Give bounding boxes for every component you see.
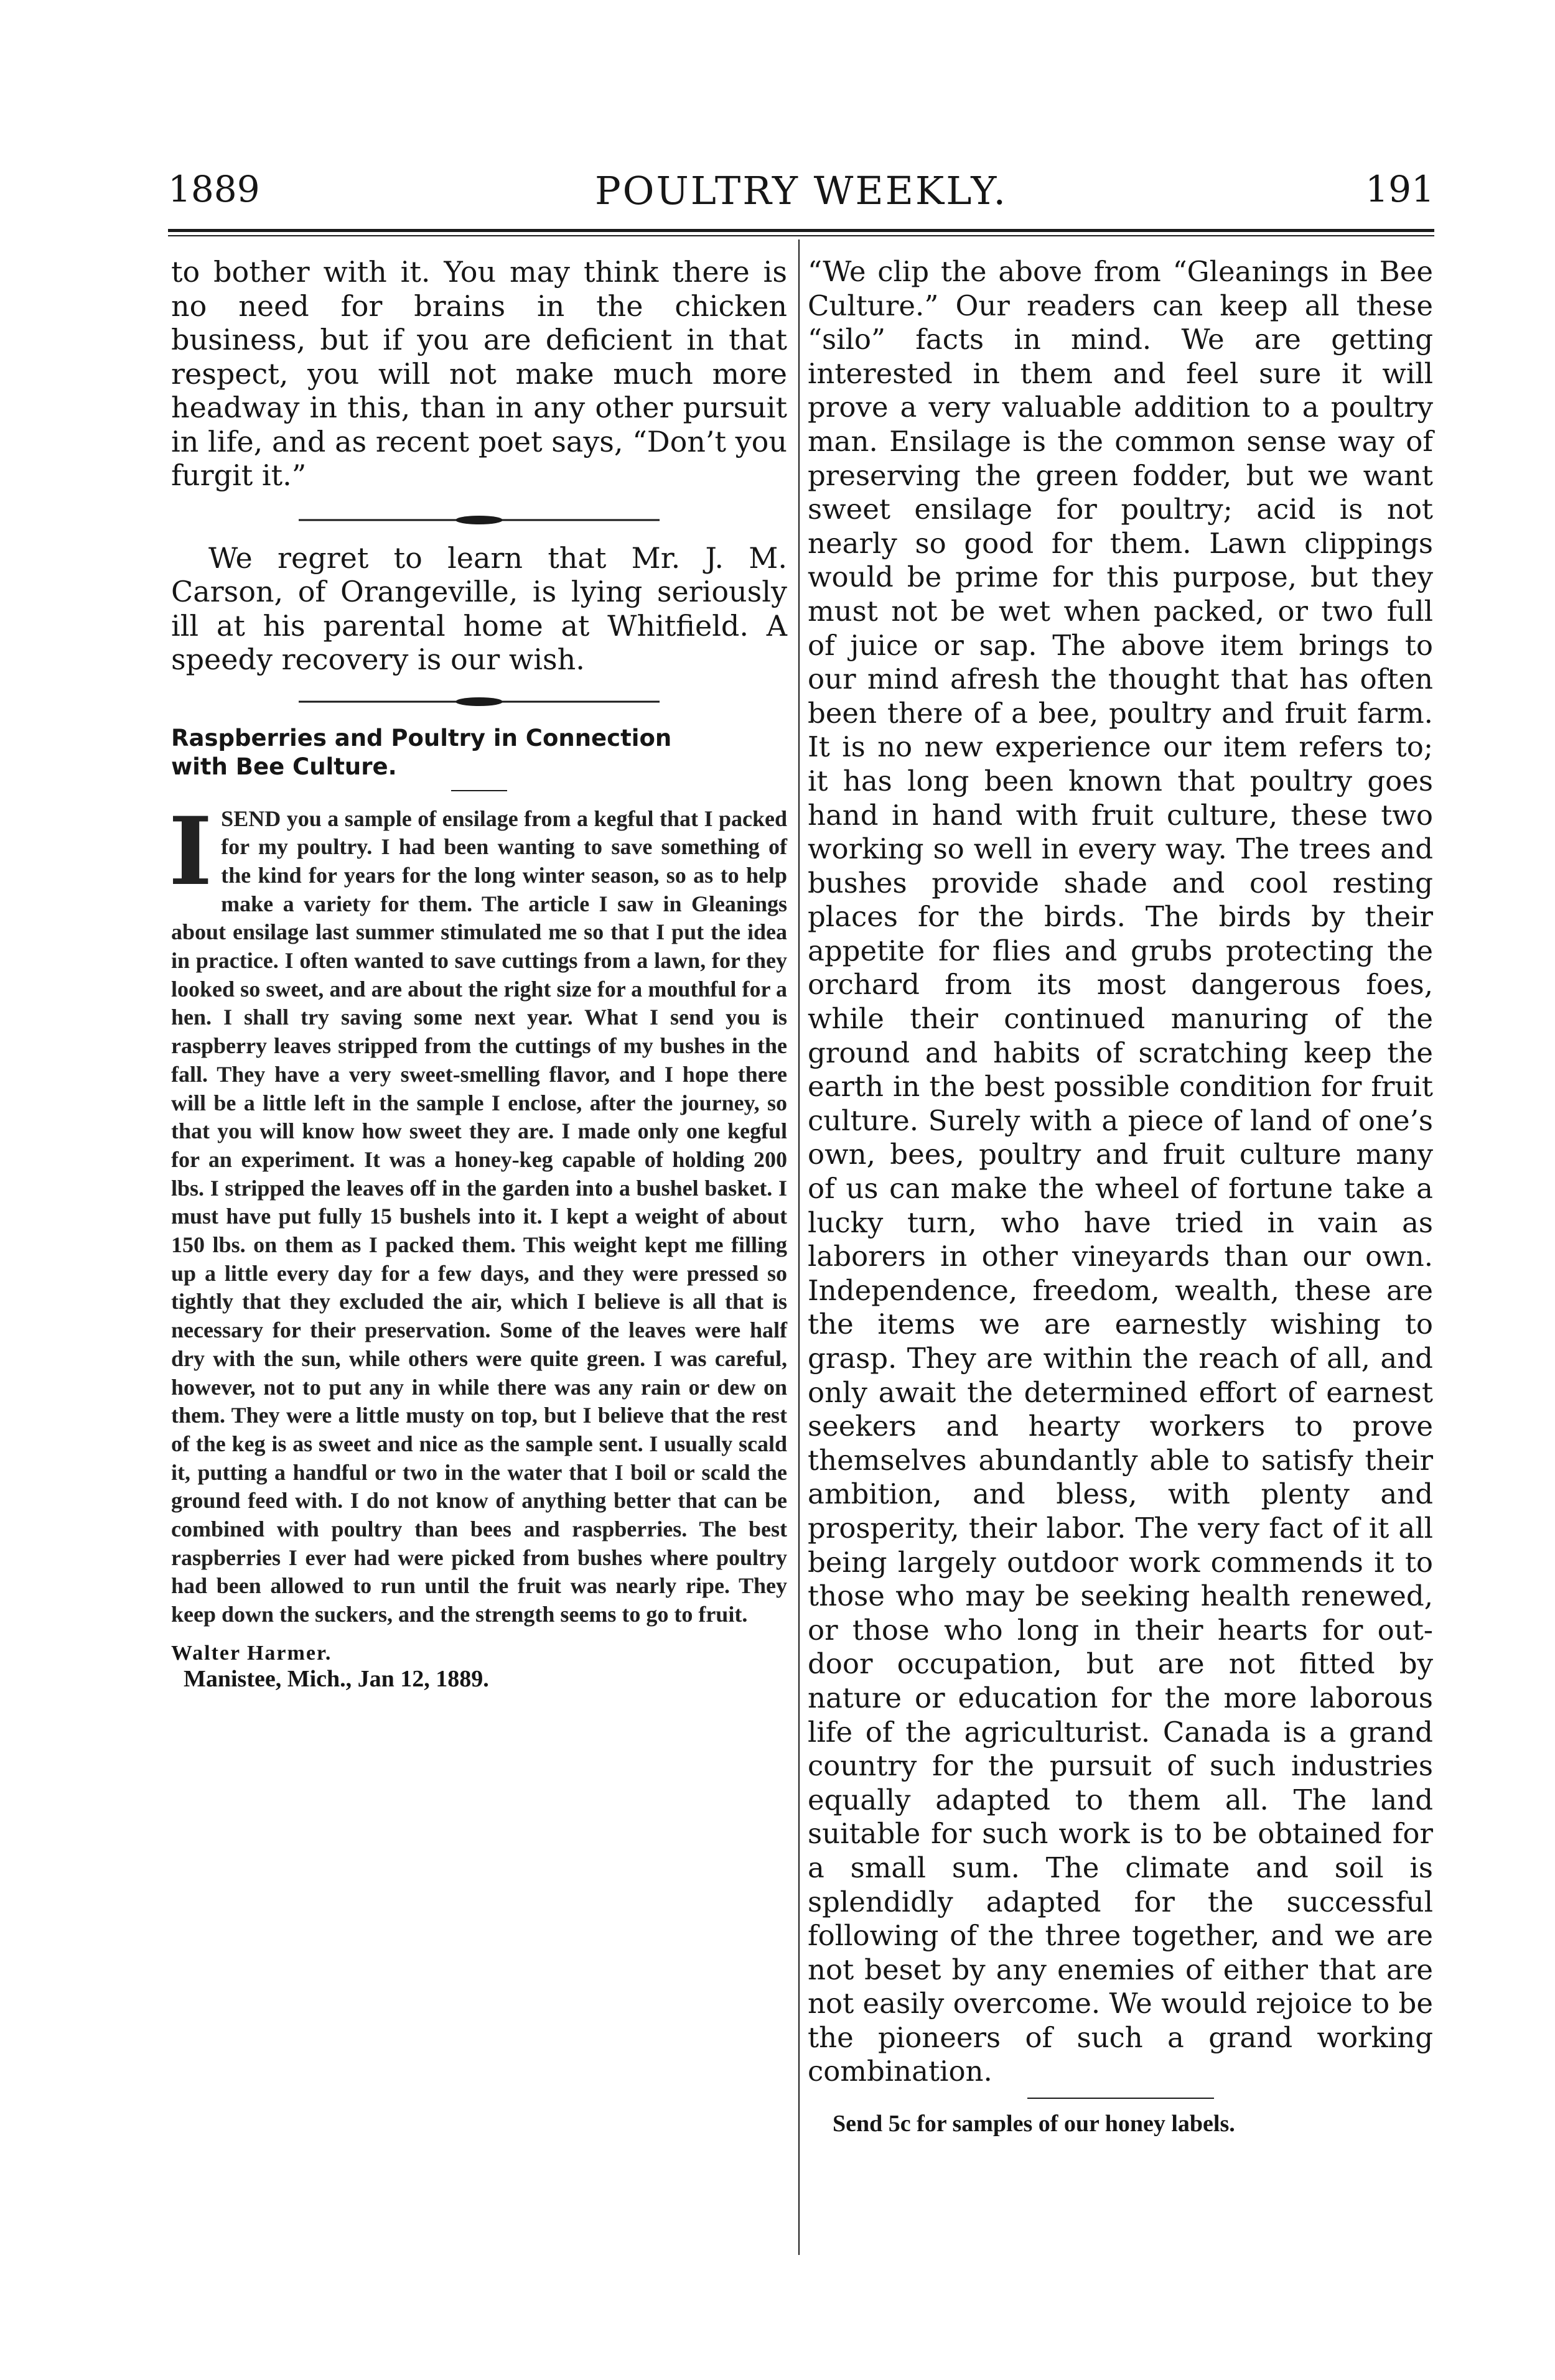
- divider-ornament: [299, 508, 660, 532]
- letter-dateline: Manistee, Mich., Jan 12, 1889.: [184, 1665, 489, 1692]
- honey-label-advert: Send 5c for samples of our honey labels.: [833, 2111, 1235, 2137]
- editorial-comment: “We clip the above from “Gleanings in Bee Culture.” Our readers can keep all these “silo” facts in mind. We are getting interested in them and feel sure it will prove a very valuable addition to a poultry man. Ensilage is the common sense way of preserving the green fodder, but we want sweet ensilage for poultry; acid is not nearly so good for them. Lawn clippings would be prime for this purpose, but they must not be wet when packed, or two full of juice or sap. The above item brings to our mind afresh the thought that has often been there of a bee, poultry and fruit farm. It is no new experience our item refers to; it has long been known that poultry goes hand in hand with fruit culture, these two working so well in every way. The trees and bushes provide shade and cool resting places for the birds. The birds by their appetite for flies and grubs protecting the orchard from its most dangerous foes, while their continued manuring of the ground and habits of scratching keep the earth in the best possible condition for fruit culture. Surely with a piece of land of one’s own, bees, poultry and fruit culture many of us can make the wheel of fortune take a lucky turn, who have tried in vain as laborers in other vineyards than our own. Independence, freedom, wealth, these are the items we are earnestly wishing to grasp. They are within the reach of all, and only await the determined effort of earnest seekers and hearty workers to prove themselves abundantly able to satisfy their ambition, and bless, with plenty and prosperity, their labor. The very fact of it all being largely outdoor work commends it to those who may be seeking health renewed, or those who long in their hearts for out-door occupation, but are not fitted by nature or education for the more laborous life of the agriculturist. Canada is a grand country for the pursuit of such industries equally adapted to them all. The land suitable for such work is to be obtained for a small sum. The climate and soil is splendidly adapted for the successful following of the three together, and we are not beset by any enemies of either that are not easily overcome. We would rejoice to be the pioneers of such a grand working combination.: [808, 255, 1433, 2088]
- intro-paragraph: to bother with it. You may think there is no need for brains in the chicken business, but if you are deficient in that respect, you will not make much more headway in this, than in any other pursuit in life, and as recent poet says, “Don’t you furgit it.”: [171, 255, 787, 492]
- right-column: [808, 255, 1433, 2137]
- page-number: 191: [1365, 168, 1434, 210]
- letter-text: SEND you a sample of ensilage from a kegful that I packed for my poultry. I had been wanting to save something of the kind for years for the long winter season, so as to help make a variety for them. The article I saw in Gleanings about ensilage last summer stimulated me so that I put the idea in practice. I often wanted to save cuttings from a lawn, for they looked so sweet, and are about the right size for a mouthful for a hen. I shall try saving some next year. What I send you is raspberry leaves stripped from the cuttings of my bushes in the fall. They have a very sweet-smelling flavor, and I hope there will be a little left in the sample I enclose, after the journey, so that you will know how sweet they are. I made only one kegful for an experiment. It was a honey-keg capable of holding 200 lbs. I stripped the leaves off in the garden into a bushel basket. I must have put fully 15 bushels into it. I kept a weight of about 150 lbs. on them as I packed them. This weight kept me filling up a little every day for a few days, and they were pressed so tightly that they excluded the air, which I believe is all that is necessary for their preservation. Some of the leaves were half dry with the sun, while others were quite green. I was careful, however, not to put any in while there was any rain or dew on them. They were a little musty on top, but I believe that the rest of the keg is as sweet and nice as the sample sent. I usually scald it, putting a handful or two in the water that I boil or scald the ground feed with. I do not know of anything better that can be combined with poultry than bees and raspberries. The best raspberries I ever had were picked from bushes where poultry had been allowed to run until the fruit was nearly ripe. They keep down the suckers, and the strength seems to go to fruit.: [171, 806, 787, 1627]
- letter-body: [169, 796, 787, 1629]
- notice-paragraph: We regret to learn that Mr. J. M. Carson, of Orangeville, is lying seriously ill at his parental home at Whitfield. A speedy recovery is our wish.: [171, 541, 787, 676]
- title-underline: [451, 790, 507, 791]
- divider-ornament-2: [299, 689, 660, 714]
- header-rule-bottom: [168, 235, 1434, 236]
- publication-title: POULTRY WEEKLY.: [594, 168, 1008, 213]
- header-year: 1889: [168, 168, 260, 210]
- page-header: [168, 168, 1434, 224]
- header-rule-top: [168, 229, 1434, 232]
- article-title-line-2: with Bee Culture.: [171, 753, 397, 780]
- drop-cap: I: [169, 796, 213, 906]
- article-title-line-1: Raspberries and Poultry in Connection: [171, 724, 672, 751]
- letter-signature: Walter Harmer.: [171, 1641, 332, 1665]
- advert-rule: [1027, 2098, 1214, 2099]
- left-column: [171, 255, 787, 1693]
- column-divider: [798, 239, 800, 2255]
